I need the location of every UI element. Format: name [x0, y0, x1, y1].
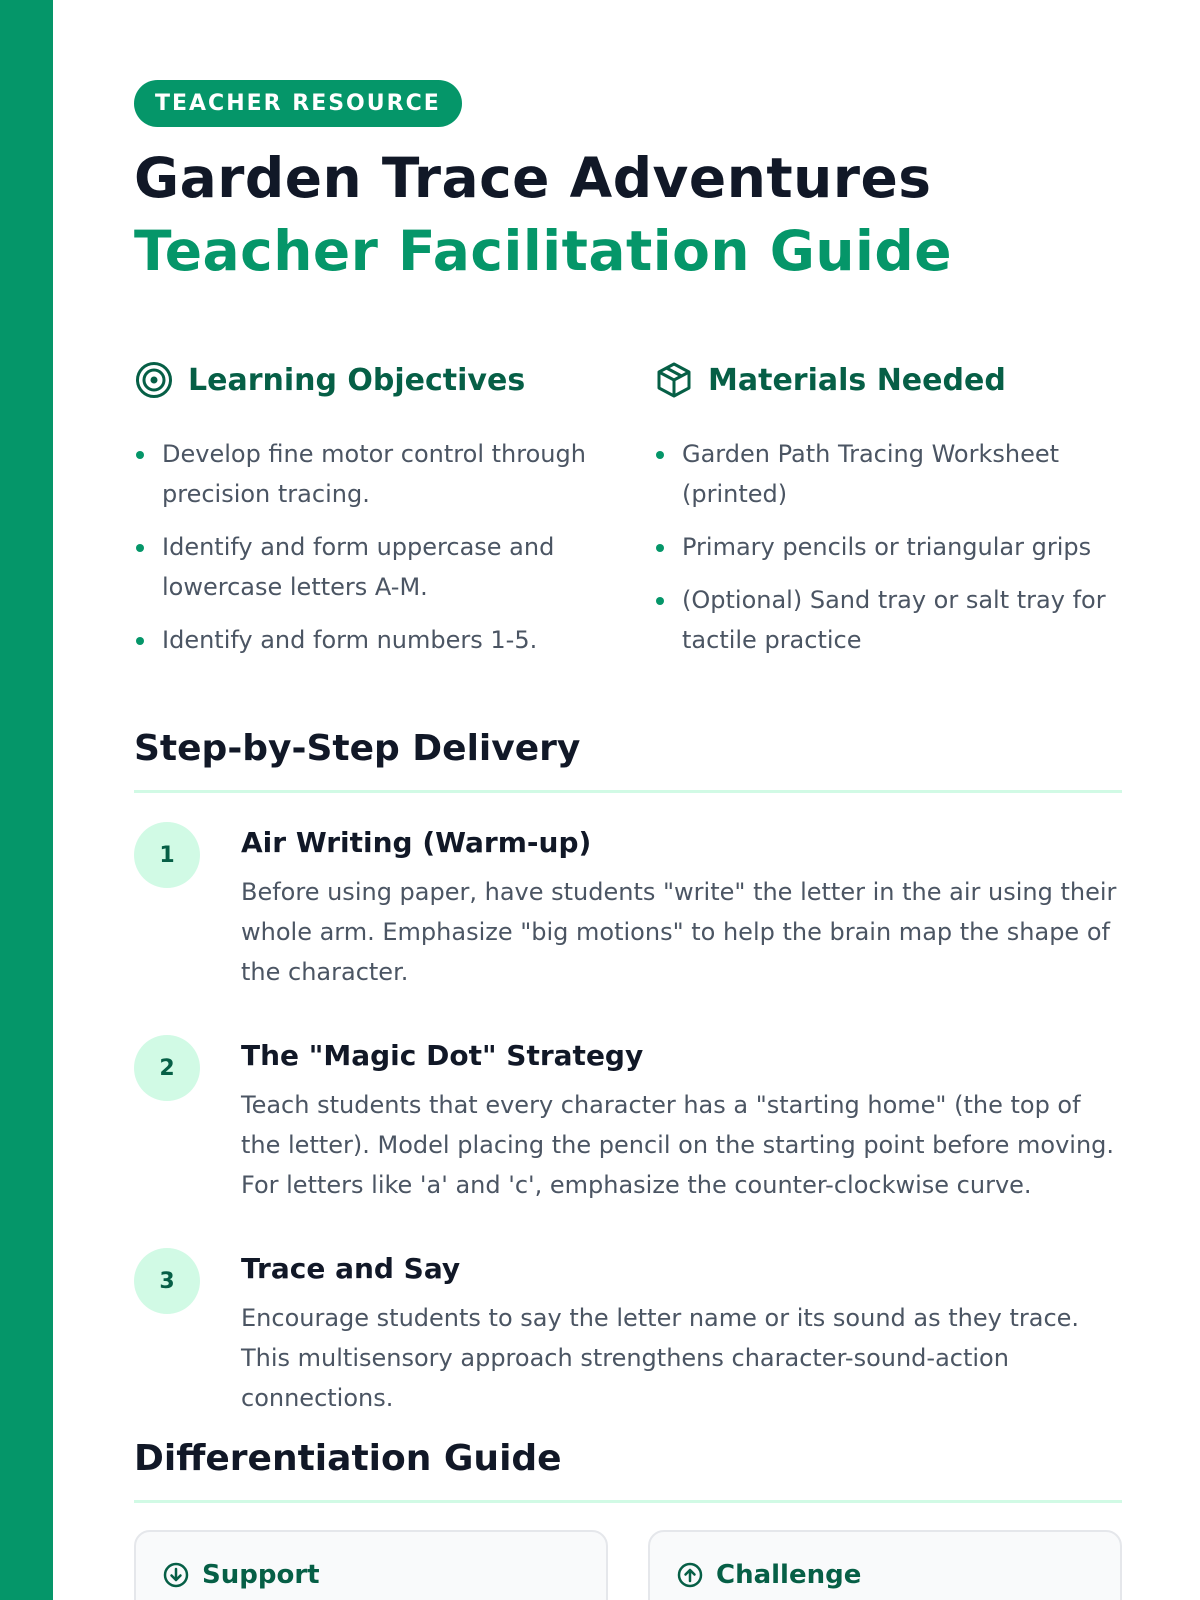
- arrow-up-circle-icon: [676, 1561, 704, 1589]
- step-description: Before using paper, have students "write" the letter in the air using their whole arm. Emphasize "big motions" to help the brain map the shape of the character.: [241, 878, 1117, 986]
- accent-sidebar: [0, 0, 53, 1600]
- differentiation-divider: [134, 1500, 1122, 1503]
- materials-heading: [654, 360, 1124, 400]
- materials-label: Materials Needed: [708, 362, 1006, 398]
- step-title: Trace and Say: [241, 1252, 461, 1285]
- step-number: 2: [134, 1035, 200, 1101]
- page-subtitle: Teacher Facilitation Guide: [134, 219, 953, 283]
- list-item: Garden Path Tracing Worksheet (printed): [654, 434, 1124, 514]
- support-card-label: Support: [202, 1560, 320, 1590]
- step-title: The "Magic Dot" Strategy: [241, 1039, 644, 1072]
- steps-heading: Step-by-Step Delivery: [134, 728, 581, 769]
- step-number: 3: [134, 1248, 200, 1314]
- step-description: Encourage students to say the letter name or its sound as they trace. This multisensory approach strengthens character-sound-action connections.: [241, 1304, 1080, 1412]
- box-icon: [654, 360, 694, 400]
- list-item: Identify and form uppercase and lowercase letters A-M.: [134, 527, 604, 607]
- list-item: (Optional) Sand tray or salt tray for tactile practice: [654, 580, 1124, 660]
- support-card-heading: [162, 1560, 320, 1590]
- objectives-column: [134, 360, 604, 673]
- target-icon: [134, 360, 174, 400]
- materials-column: [654, 360, 1124, 673]
- objectives-label: Learning Objectives: [188, 362, 526, 398]
- differentiation-heading: Differentiation Guide: [134, 1438, 562, 1479]
- page-title: Garden Trace Adventures: [134, 146, 932, 210]
- challenge-card-heading: [676, 1560, 861, 1590]
- list-item: Identify and form numbers 1-5.: [134, 620, 604, 660]
- challenge-card-label: Challenge: [716, 1560, 862, 1590]
- resource-badge: TEACHER RESOURCE: [134, 80, 462, 127]
- step-description: Teach students that every character has a "starting home" (the top of the letter). Model placing the pencil on the starting point before moving. For letters like 'a' and 'c', emphasize the counter-clockwise curve.: [241, 1091, 1115, 1199]
- challenge-card: [648, 1530, 1122, 1600]
- list-item: Develop fine motor control through precision tracing.: [134, 434, 604, 514]
- step-title: Air Writing (Warm-up): [241, 826, 592, 859]
- support-card: [134, 1530, 608, 1600]
- objectives-heading: [134, 360, 604, 400]
- objectives-list: [134, 434, 604, 660]
- arrow-down-circle-icon: [162, 1561, 190, 1589]
- materials-list: [654, 434, 1124, 660]
- steps-divider: [134, 790, 1122, 793]
- step-number: 1: [134, 822, 200, 888]
- list-item: Primary pencils or triangular grips: [654, 527, 1124, 567]
